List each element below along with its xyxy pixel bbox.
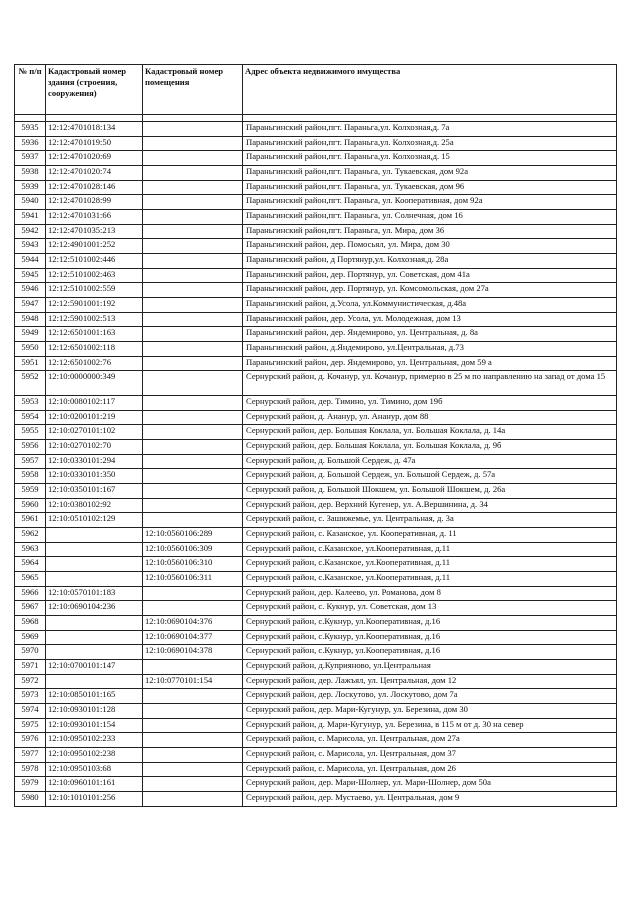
building-cadastral-number: 12:12:5901002:513	[46, 312, 143, 327]
room-cadastral-number	[143, 268, 243, 283]
room-cadastral-number: 12:10:0690104:377	[143, 630, 243, 645]
property-address: Параньгинский район, дер. Яндемирово, ул. Центральная, д. 8а	[243, 327, 617, 342]
property-address: Сернурский район, дер. Лажъял, ул. Центральная, дом 12	[243, 674, 617, 689]
row-number: 5952	[15, 371, 46, 396]
table-row	[15, 410, 617, 425]
table-row	[15, 557, 617, 572]
room-cadastral-number	[143, 762, 243, 777]
row-number: 5963	[15, 542, 46, 557]
building-cadastral-number: 12:12:6501001:163	[46, 327, 143, 342]
building-cadastral-number: 12:12:5901001:192	[46, 297, 143, 312]
property-address: Параньгинский район, дер. Помосьял, ул. Мира, дом 30	[243, 239, 617, 254]
row-number: 5966	[15, 586, 46, 601]
row-number: 5980	[15, 791, 46, 806]
room-cadastral-number	[143, 224, 243, 239]
table-row	[15, 572, 617, 587]
row-number: 5975	[15, 718, 46, 733]
table-row	[15, 791, 617, 806]
row-number: 5953	[15, 396, 46, 411]
room-cadastral-number	[143, 195, 243, 210]
row-number: 5962	[15, 528, 46, 543]
building-cadastral-number: 12:12:4701018:134	[46, 122, 143, 137]
row-number: 5949	[15, 327, 46, 342]
building-cadastral-number	[46, 674, 143, 689]
table-row	[15, 195, 617, 210]
property-address: Параньгинский район, дер. Портянур, ул. Комсомольская, дом 27а	[243, 283, 617, 298]
table-row	[15, 151, 617, 166]
property-address: Сернурский район, дер. Мари-Шолнер, ул. Мари-Шолнер, дом 50а	[243, 777, 617, 792]
header-spacer-row	[15, 115, 617, 122]
building-cadastral-number: 12:12:4701028:99	[46, 195, 143, 210]
property-address: Сернурский район, с.Казанское, ул.Кооперативная, д.11	[243, 542, 617, 557]
header-room-cadastral: Кадастровый номер помещения	[143, 65, 243, 115]
building-cadastral-number: 12:12:4701035:213	[46, 224, 143, 239]
table-row	[15, 239, 617, 254]
property-address: Параньгинский район,пгт. Параньга,ул. Колхозная,д. 25а	[243, 136, 617, 151]
building-cadastral-number: 12:12:6501002:118	[46, 341, 143, 356]
table-row	[15, 777, 617, 792]
table-row	[15, 341, 617, 356]
row-number: 5947	[15, 297, 46, 312]
table-row	[15, 268, 617, 283]
table-row	[15, 253, 617, 268]
room-cadastral-number	[143, 297, 243, 312]
room-cadastral-number	[143, 312, 243, 327]
room-cadastral-number: 12:10:0560106:309	[143, 542, 243, 557]
row-number: 5969	[15, 630, 46, 645]
row-number: 5958	[15, 469, 46, 484]
row-number: 5937	[15, 151, 46, 166]
building-cadastral-number: 12:12:4701019:50	[46, 136, 143, 151]
property-address: Параньгинский район, д Портянур,ул. Колхозная,д. 28а	[243, 253, 617, 268]
room-cadastral-number	[143, 371, 243, 396]
row-number: 5976	[15, 733, 46, 748]
room-cadastral-number	[143, 469, 243, 484]
table-row	[15, 674, 617, 689]
property-address: Сернурский район, с. Казанское, ул. Кооперативная, д. 11	[243, 528, 617, 543]
room-cadastral-number: 12:10:0560106:311	[143, 572, 243, 587]
building-cadastral-number: 12:10:0930101:154	[46, 718, 143, 733]
row-number: 5968	[15, 616, 46, 631]
building-cadastral-number: 12:10:0270101:102	[46, 425, 143, 440]
row-number: 5944	[15, 253, 46, 268]
property-address: Параньгинский район,пгт. Параньга,ул. Колхозная,д. 15	[243, 151, 617, 166]
row-number: 5935	[15, 122, 46, 137]
building-cadastral-number: 12:10:0570101:183	[46, 586, 143, 601]
table-row	[15, 528, 617, 543]
room-cadastral-number	[143, 659, 243, 674]
room-cadastral-number	[143, 341, 243, 356]
property-address: Сернурский район, д.Куприяново, ул.Центральная	[243, 659, 617, 674]
room-cadastral-number	[143, 484, 243, 499]
room-cadastral-number	[143, 283, 243, 298]
row-number: 5961	[15, 513, 46, 528]
building-cadastral-number	[46, 645, 143, 660]
property-address: Сернурский район, с.Кукнур, ул.Кооперативная, д.16	[243, 645, 617, 660]
property-address: Параньгинский район, д.Яндемирово, ул.Центральная, д.73	[243, 341, 617, 356]
room-cadastral-number	[143, 747, 243, 762]
row-number: 5941	[15, 209, 46, 224]
room-cadastral-number	[143, 440, 243, 455]
building-cadastral-number	[46, 542, 143, 557]
row-number: 5936	[15, 136, 46, 151]
room-cadastral-number	[143, 136, 243, 151]
building-cadastral-number: 12:10:0380102:92	[46, 498, 143, 513]
row-number: 5940	[15, 195, 46, 210]
building-cadastral-number: 12:10:0080102:117	[46, 396, 143, 411]
row-number: 5946	[15, 283, 46, 298]
table-row	[15, 396, 617, 411]
property-address: Параньгинский район,пгт. Параньга, ул. Тукаевская, дом 96	[243, 180, 617, 195]
room-cadastral-number	[143, 356, 243, 371]
table-row	[15, 703, 617, 718]
table-row	[15, 718, 617, 733]
table-row	[15, 209, 617, 224]
row-number: 5965	[15, 572, 46, 587]
room-cadastral-number	[143, 151, 243, 166]
table-row	[15, 356, 617, 371]
table-body	[15, 122, 617, 807]
table-row	[15, 762, 617, 777]
property-address: Сернурский район, дер. Лоскутово, ул. Лоскутово, дом 7а	[243, 689, 617, 704]
table-row	[15, 440, 617, 455]
property-address: Сернурский район, д. Большой Сердеж, ул. Большой Сердеж, д. 57а	[243, 469, 617, 484]
building-cadastral-number: 12:10:0270102:70	[46, 440, 143, 455]
room-cadastral-number	[143, 601, 243, 616]
row-number: 5964	[15, 557, 46, 572]
room-cadastral-number	[143, 513, 243, 528]
building-cadastral-number	[46, 616, 143, 631]
room-cadastral-number	[143, 454, 243, 469]
property-address: Сернурский район, с.Кукнур, ул.Кооперативная, д.16	[243, 616, 617, 631]
room-cadastral-number: 12:10:0690104:378	[143, 645, 243, 660]
property-address: Сернурский район, дер. Мари-Кугунур, ул. Березина, дом 30	[243, 703, 617, 718]
row-number: 5971	[15, 659, 46, 674]
property-address: Сернурский район, с. Марисола, ул. Центральная, дом 27а	[243, 733, 617, 748]
row-number: 5970	[15, 645, 46, 660]
building-cadastral-number	[46, 572, 143, 587]
table-row	[15, 601, 617, 616]
building-cadastral-number	[46, 630, 143, 645]
table-row	[15, 513, 617, 528]
room-cadastral-number	[143, 586, 243, 601]
room-cadastral-number: 12:10:0560106:289	[143, 528, 243, 543]
building-cadastral-number: 12:10:0330101:294	[46, 454, 143, 469]
building-cadastral-number: 12:10:0950102:233	[46, 733, 143, 748]
table-row	[15, 122, 617, 137]
building-cadastral-number: 12:10:0690104:236	[46, 601, 143, 616]
table-row	[15, 224, 617, 239]
row-number: 5974	[15, 703, 46, 718]
row-number: 5939	[15, 180, 46, 195]
row-number: 5950	[15, 341, 46, 356]
property-address: Сернурский район, д. Большой Сердеж, д. 47а	[243, 454, 617, 469]
property-address: Сернурский район, с.Казанское, ул.Кооперативная, д.11	[243, 572, 617, 587]
row-number: 5938	[15, 165, 46, 180]
row-number: 5972	[15, 674, 46, 689]
building-cadastral-number: 12:12:5101002:463	[46, 268, 143, 283]
table-row	[15, 659, 617, 674]
room-cadastral-number	[143, 122, 243, 137]
property-address: Параньгинский район,пгт. Параньга,ул. Колхозная,д. 7а	[243, 122, 617, 137]
row-number: 5954	[15, 410, 46, 425]
building-cadastral-number: 12:12:5101002:559	[46, 283, 143, 298]
property-address: Сернурский район, д. Большой Шокшем, ул. Большой Шокшем, д. 26а	[243, 484, 617, 499]
property-address: Сернурский район, дер. Верхний Кугенер, ул. А.Вершинина, д. 34	[243, 498, 617, 513]
room-cadastral-number	[143, 425, 243, 440]
building-cadastral-number: 12:12:4701028:146	[46, 180, 143, 195]
room-cadastral-number	[143, 718, 243, 733]
room-cadastral-number	[143, 777, 243, 792]
room-cadastral-number	[143, 703, 243, 718]
property-address: Параньгинский район,пгт. Параньга, ул. Тукаевская, дом 92а	[243, 165, 617, 180]
property-address: Параньгинский район,пгт. Параньга, ул. Солнечная, дом 16	[243, 209, 617, 224]
building-cadastral-number: 12:10:0930101:128	[46, 703, 143, 718]
property-address: Параньгинский район, дер. Яндемирово, ул. Центральная, дом 59 а	[243, 356, 617, 371]
building-cadastral-number: 12:12:4701020:69	[46, 151, 143, 166]
table-row	[15, 689, 617, 704]
room-cadastral-number: 12:10:0560106:310	[143, 557, 243, 572]
room-cadastral-number: 12:10:0770101:154	[143, 674, 243, 689]
room-cadastral-number	[143, 209, 243, 224]
room-cadastral-number	[143, 165, 243, 180]
row-number: 5973	[15, 689, 46, 704]
property-address: Параньгинский район, дер. Портянур, ул. Советская, дом 41а	[243, 268, 617, 283]
table-row	[15, 542, 617, 557]
building-cadastral-number: 12:10:0200101:219	[46, 410, 143, 425]
property-address: Сернурский район, дер. Тимино, ул. Тимино, дом 19б	[243, 396, 617, 411]
room-cadastral-number	[143, 396, 243, 411]
building-cadastral-number: 12:10:0950102:238	[46, 747, 143, 762]
table-row	[15, 327, 617, 342]
row-number: 5945	[15, 268, 46, 283]
building-cadastral-number: 12:12:4701020:74	[46, 165, 143, 180]
room-cadastral-number	[143, 253, 243, 268]
building-cadastral-number: 12:10:1010101:256	[46, 791, 143, 806]
building-cadastral-number: 12:10:0510102:129	[46, 513, 143, 528]
property-address: Сернурский район, дер. Большая Коклала, ул. Большая Коклала, д. 14а	[243, 425, 617, 440]
table-row	[15, 371, 617, 396]
table-row	[15, 297, 617, 312]
row-number: 5959	[15, 484, 46, 499]
property-address: Сернурский район, с.Кукнур, ул.Кооперативная, д.16	[243, 630, 617, 645]
row-number: 5955	[15, 425, 46, 440]
row-number: 5960	[15, 498, 46, 513]
property-address: Сернурский район, дер. Калеево, ул. Романова, дом 8	[243, 586, 617, 601]
property-address: Сернурский район, с. Марисола, ул. Центральная, дом 26	[243, 762, 617, 777]
building-cadastral-number: 12:12:6501002:76	[46, 356, 143, 371]
property-address: Сернурский район, д. Кочанур, ул. Кочанур, примерно в 25 м по направлению на запад от дома 15	[243, 371, 617, 396]
property-address: Параньгинский район, дер. Усола, ул. Молодежная, дом 13	[243, 312, 617, 327]
property-address: Параньгинский район,пгт. Параньга, ул. Кооперативная, дом 92а	[243, 195, 617, 210]
table-row	[15, 586, 617, 601]
building-cadastral-number	[46, 528, 143, 543]
building-cadastral-number: 12:12:4701031:66	[46, 209, 143, 224]
table-row	[15, 469, 617, 484]
table-row	[15, 645, 617, 660]
building-cadastral-number: 12:10:0960101:161	[46, 777, 143, 792]
table-header-row	[15, 65, 617, 115]
room-cadastral-number	[143, 733, 243, 748]
room-cadastral-number	[143, 689, 243, 704]
property-address: Сернурский район, дер. Большая Коклала, ул. Большая Коклала, д. 9б	[243, 440, 617, 455]
table-row	[15, 425, 617, 440]
row-number: 5979	[15, 777, 46, 792]
table-row	[15, 616, 617, 631]
table-row	[15, 165, 617, 180]
property-register-table	[14, 64, 617, 807]
building-cadastral-number: 12:10:0850101:165	[46, 689, 143, 704]
row-number: 5978	[15, 762, 46, 777]
property-address: Параньгинский район,пгт. Параньга, ул. Мира, дом 36	[243, 224, 617, 239]
building-cadastral-number: 12:12:4901001:252	[46, 239, 143, 254]
row-number: 5948	[15, 312, 46, 327]
building-cadastral-number: 12:10:0350101:167	[46, 484, 143, 499]
table-row	[15, 733, 617, 748]
row-number: 5943	[15, 239, 46, 254]
table-row	[15, 454, 617, 469]
property-address: Сернурский район, дер. Мустаево, ул. Центральная, дом 9	[243, 791, 617, 806]
property-address: Параньгинский район, д.Усола, ул.Коммунистическая, д.48а	[243, 297, 617, 312]
row-number: 5977	[15, 747, 46, 762]
building-cadastral-number: 12:10:0950103:68	[46, 762, 143, 777]
room-cadastral-number	[143, 180, 243, 195]
building-cadastral-number: 12:10:0330101:350	[46, 469, 143, 484]
row-number: 5942	[15, 224, 46, 239]
row-number: 5956	[15, 440, 46, 455]
property-address: Сернурский район, с. Кукнур, ул. Советская, дом 13	[243, 601, 617, 616]
building-cadastral-number: 12:10:0700101:147	[46, 659, 143, 674]
room-cadastral-number	[143, 498, 243, 513]
table-row	[15, 747, 617, 762]
row-number: 5957	[15, 454, 46, 469]
table-row	[15, 630, 617, 645]
room-cadastral-number	[143, 791, 243, 806]
property-address: Сернурский район, с.Казанское, ул.Кооперативная, д.11	[243, 557, 617, 572]
property-address: Сернурский район, д. Мари-Кугунур, ул. Березина, в 115 м от д. 30 на север	[243, 718, 617, 733]
room-cadastral-number: 12:10:0690104:376	[143, 616, 243, 631]
building-cadastral-number: 12:10:0000000:349	[46, 371, 143, 396]
table-row	[15, 498, 617, 513]
row-number: 5967	[15, 601, 46, 616]
table-row	[15, 484, 617, 499]
row-number: 5951	[15, 356, 46, 371]
table-row	[15, 312, 617, 327]
room-cadastral-number	[143, 410, 243, 425]
property-address: Сернурский район, с. Марисола, ул. Центральная, дом 37	[243, 747, 617, 762]
property-address: Сернурский район, с. Зашижемье, ул. Центральная, д. 3а	[243, 513, 617, 528]
room-cadastral-number	[143, 327, 243, 342]
property-address: Сернурский район, д. Ананур, ул. Ананур, дом 88	[243, 410, 617, 425]
building-cadastral-number: 12:12:5101002:446	[46, 253, 143, 268]
room-cadastral-number	[143, 239, 243, 254]
table-row	[15, 283, 617, 298]
table-row	[15, 136, 617, 151]
table-row	[15, 180, 617, 195]
header-address: Адрес объекта недвижимого имущества	[243, 65, 617, 115]
header-num: № п/п	[15, 65, 46, 115]
header-building-cadastral: Кадастровый номер здания (строения, сооружения)	[46, 65, 143, 115]
building-cadastral-number	[46, 557, 143, 572]
